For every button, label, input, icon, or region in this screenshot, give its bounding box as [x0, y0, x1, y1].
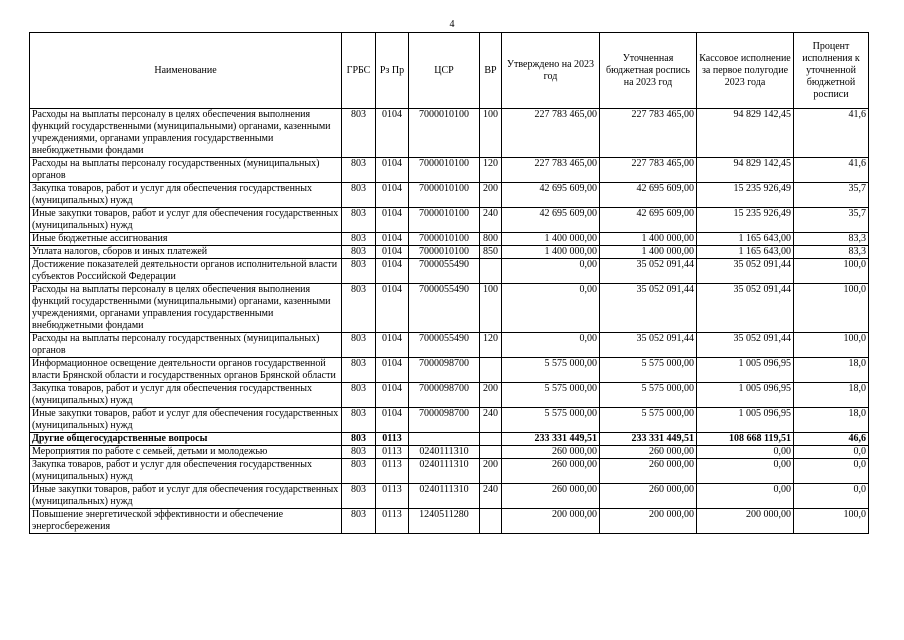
table-row — [30, 446, 869, 459]
cell-vr: 100 — [480, 109, 502, 158]
header-rz-pr: Рз Пр — [376, 33, 409, 109]
cell-name: Расходы на выплаты персоналу в целях обеспечения выполнения функций государственными (муниципальными) органами, казенными учреждениями, органами управления государственными внебюджетными фондами — [30, 284, 342, 333]
cell-rz-pr: 0104 — [376, 383, 409, 408]
cell-name: Закупка товаров, работ и услуг для обеспечения государственных (муниципальных) нужд — [30, 183, 342, 208]
budget-execution-table — [29, 32, 869, 534]
cell-name: Иные закупки товаров, работ и услуг для обеспечения государственных (муниципальных) нужд — [30, 408, 342, 433]
cell-approved: 42 695 609,00 — [502, 208, 600, 233]
cell-csr: 7000010100 — [409, 233, 480, 246]
page-number: 4 — [449, 19, 455, 30]
cell-approved: 1 400 000,00 — [502, 246, 600, 259]
table-row — [30, 509, 869, 534]
cell-executed: 0,00 — [697, 484, 794, 509]
cell-executed: 0,00 — [697, 459, 794, 484]
cell-rz-pr: 0104 — [376, 358, 409, 383]
cell-approved: 5 575 000,00 — [502, 383, 600, 408]
cell-csr: 1240511280 — [409, 509, 480, 534]
cell-name: Иные закупки товаров, работ и услуг для обеспечения государственных (муниципальных) нужд — [30, 208, 342, 233]
cell-revised: 1 400 000,00 — [600, 246, 697, 259]
cell-approved: 227 783 465,00 — [502, 109, 600, 158]
cell-vr: 120 — [480, 158, 502, 183]
cell-approved: 227 783 465,00 — [502, 158, 600, 183]
cell-csr: 0240111310 — [409, 446, 480, 459]
cell-executed: 1 165 643,00 — [697, 246, 794, 259]
cell-vr: 240 — [480, 208, 502, 233]
cell-name: Информационное освещение деятельности органов государственной власти Брянской области и государственных органов Брянской области — [30, 358, 342, 383]
cell-approved: 5 575 000,00 — [502, 358, 600, 383]
cell-grbs: 803 — [342, 433, 376, 446]
cell-revised: 200 000,00 — [600, 509, 697, 534]
cell-vr: 120 — [480, 333, 502, 358]
cell-percent: 100,0 — [794, 333, 869, 358]
header-percent: Процент исполнения к уточненной бюджетной росписи — [794, 33, 869, 109]
cell-executed: 108 668 119,51 — [697, 433, 794, 446]
cell-revised: 42 695 609,00 — [600, 183, 697, 208]
cell-executed: 1 165 643,00 — [697, 233, 794, 246]
cell-revised: 35 052 091,44 — [600, 259, 697, 284]
cell-grbs: 803 — [342, 158, 376, 183]
cell-name: Расходы на выплаты персоналу государственных (муниципальных) органов — [30, 158, 342, 183]
cell-revised: 1 400 000,00 — [600, 233, 697, 246]
cell-vr — [480, 358, 502, 383]
cell-grbs: 803 — [342, 484, 376, 509]
cell-grbs: 803 — [342, 183, 376, 208]
cell-vr: 850 — [480, 246, 502, 259]
cell-grbs: 803 — [342, 246, 376, 259]
cell-vr — [480, 433, 502, 446]
cell-name: Иные закупки товаров, работ и услуг для обеспечения государственных (муниципальных) нужд — [30, 484, 342, 509]
cell-vr — [480, 509, 502, 534]
cell-revised: 35 052 091,44 — [600, 333, 697, 358]
cell-vr: 200 — [480, 383, 502, 408]
cell-percent: 100,0 — [794, 284, 869, 333]
cell-name: Закупка товаров, работ и услуг для обеспечения государственных (муниципальных) нужд — [30, 459, 342, 484]
cell-grbs: 803 — [342, 233, 376, 246]
table-row — [30, 246, 869, 259]
cell-percent: 100,0 — [794, 509, 869, 534]
table-row — [30, 208, 869, 233]
cell-grbs: 803 — [342, 284, 376, 333]
cell-executed: 1 005 096,95 — [697, 383, 794, 408]
cell-percent: 35,7 — [794, 183, 869, 208]
cell-vr: 240 — [480, 484, 502, 509]
cell-approved: 5 575 000,00 — [502, 408, 600, 433]
cell-revised: 227 783 465,00 — [600, 158, 697, 183]
cell-executed: 0,00 — [697, 446, 794, 459]
cell-executed: 15 235 926,49 — [697, 183, 794, 208]
table-row — [30, 333, 869, 358]
cell-vr: 100 — [480, 284, 502, 333]
cell-csr: 0240111310 — [409, 459, 480, 484]
cell-vr: 800 — [480, 233, 502, 246]
cell-percent: 0,0 — [794, 484, 869, 509]
cell-executed: 200 000,00 — [697, 509, 794, 534]
cell-rz-pr: 0113 — [376, 509, 409, 534]
cell-revised: 260 000,00 — [600, 459, 697, 484]
cell-grbs: 803 — [342, 383, 376, 408]
cell-vr: 240 — [480, 408, 502, 433]
table-row — [30, 259, 869, 284]
table-row — [30, 233, 869, 246]
cell-name: Достижение показателей деятельности органов исполнительной власти субъектов Российской Федерации — [30, 259, 342, 284]
cell-approved: 260 000,00 — [502, 446, 600, 459]
cell-percent: 35,7 — [794, 208, 869, 233]
header-vr: ВР — [480, 33, 502, 109]
cell-grbs: 803 — [342, 408, 376, 433]
cell-approved: 1 400 000,00 — [502, 233, 600, 246]
cell-executed: 94 829 142,45 — [697, 109, 794, 158]
cell-csr: 7000098700 — [409, 408, 480, 433]
cell-rz-pr: 0104 — [376, 408, 409, 433]
cell-csr: 7000098700 — [409, 358, 480, 383]
cell-percent: 41,6 — [794, 109, 869, 158]
table-row — [30, 484, 869, 509]
cell-percent: 41,6 — [794, 158, 869, 183]
cell-percent: 83,3 — [794, 246, 869, 259]
table-row — [30, 109, 869, 158]
cell-revised: 5 575 000,00 — [600, 408, 697, 433]
cell-rz-pr: 0104 — [376, 284, 409, 333]
cell-name: Расходы на выплаты персоналу государственных (муниципальных) органов — [30, 333, 342, 358]
cell-executed: 35 052 091,44 — [697, 259, 794, 284]
table-row — [30, 183, 869, 208]
cell-name: Иные бюджетные ассигнования — [30, 233, 342, 246]
cell-executed: 1 005 096,95 — [697, 358, 794, 383]
cell-grbs: 803 — [342, 109, 376, 158]
cell-name: Уплата налогов, сборов и иных платежей — [30, 246, 342, 259]
cell-csr: 0240111310 — [409, 484, 480, 509]
cell-grbs: 803 — [342, 459, 376, 484]
cell-revised: 35 052 091,44 — [600, 284, 697, 333]
cell-approved: 42 695 609,00 — [502, 183, 600, 208]
cell-name: Расходы на выплаты персоналу в целях обеспечения выполнения функций государственными (муниципальными) органами, казенными учреждениями, органами управления государственными внебюджетными фондами — [30, 109, 342, 158]
table-header — [30, 33, 869, 109]
cell-rz-pr: 0104 — [376, 246, 409, 259]
cell-revised: 42 695 609,00 — [600, 208, 697, 233]
cell-csr: 7000010100 — [409, 109, 480, 158]
table-row — [30, 408, 869, 433]
header-executed: Кассовое исполнение за первое полугодие 2023 года — [697, 33, 794, 109]
cell-rz-pr: 0104 — [376, 233, 409, 246]
cell-csr: 7000055490 — [409, 259, 480, 284]
cell-executed: 15 235 926,49 — [697, 208, 794, 233]
table-row — [30, 358, 869, 383]
cell-csr: 7000010100 — [409, 183, 480, 208]
table-row — [30, 284, 869, 333]
cell-grbs: 803 — [342, 446, 376, 459]
cell-revised: 5 575 000,00 — [600, 358, 697, 383]
cell-revised: 227 783 465,00 — [600, 109, 697, 158]
cell-approved: 233 331 449,51 — [502, 433, 600, 446]
cell-rz-pr: 0113 — [376, 446, 409, 459]
cell-rz-pr: 0104 — [376, 208, 409, 233]
cell-percent: 0,0 — [794, 459, 869, 484]
cell-revised: 260 000,00 — [600, 446, 697, 459]
cell-grbs: 803 — [342, 358, 376, 383]
header-approved: Утверждено на 2023 год — [502, 33, 600, 109]
cell-grbs: 803 — [342, 208, 376, 233]
table-row — [30, 433, 869, 446]
cell-rz-pr: 0113 — [376, 433, 409, 446]
cell-rz-pr: 0104 — [376, 109, 409, 158]
table-row — [30, 158, 869, 183]
cell-vr — [480, 259, 502, 284]
cell-approved: 0,00 — [502, 333, 600, 358]
cell-revised: 260 000,00 — [600, 484, 697, 509]
cell-name: Повышение энергетической эффективности и обеспечение энергосбережения — [30, 509, 342, 534]
cell-executed: 94 829 142,45 — [697, 158, 794, 183]
cell-rz-pr: 0104 — [376, 259, 409, 284]
cell-rz-pr: 0113 — [376, 484, 409, 509]
header-name: Наименование — [30, 33, 342, 109]
cell-rz-pr: 0104 — [376, 183, 409, 208]
cell-approved: 200 000,00 — [502, 509, 600, 534]
cell-revised: 233 331 449,51 — [600, 433, 697, 446]
cell-rz-pr: 0104 — [376, 333, 409, 358]
header-csr: ЦСР — [409, 33, 480, 109]
cell-percent: 0,0 — [794, 446, 869, 459]
cell-percent: 18,0 — [794, 358, 869, 383]
cell-csr: 7000098700 — [409, 383, 480, 408]
cell-csr: 7000010100 — [409, 208, 480, 233]
cell-executed: 35 052 091,44 — [697, 284, 794, 333]
cell-csr: 7000055490 — [409, 333, 480, 358]
cell-csr: 7000055490 — [409, 284, 480, 333]
cell-approved: 0,00 — [502, 284, 600, 333]
cell-approved: 260 000,00 — [502, 459, 600, 484]
header-grbs: ГРБС — [342, 33, 376, 109]
cell-percent: 46,6 — [794, 433, 869, 446]
cell-percent: 83,3 — [794, 233, 869, 246]
cell-name: Другие общегосударственные вопросы — [30, 433, 342, 446]
cell-grbs: 803 — [342, 509, 376, 534]
cell-csr: 7000010100 — [409, 246, 480, 259]
cell-vr: 200 — [480, 183, 502, 208]
cell-rz-pr: 0113 — [376, 459, 409, 484]
table-row — [30, 459, 869, 484]
cell-vr — [480, 446, 502, 459]
header-revised: Уточненная бюджетная роспись на 2023 год — [600, 33, 697, 109]
cell-csr: 7000010100 — [409, 158, 480, 183]
cell-grbs: 803 — [342, 259, 376, 284]
cell-percent: 18,0 — [794, 408, 869, 433]
cell-approved: 0,00 — [502, 259, 600, 284]
cell-revised: 5 575 000,00 — [600, 383, 697, 408]
cell-approved: 260 000,00 — [502, 484, 600, 509]
cell-csr — [409, 433, 480, 446]
cell-percent: 100,0 — [794, 259, 869, 284]
table-body — [30, 109, 869, 534]
cell-percent: 18,0 — [794, 383, 869, 408]
cell-name: Закупка товаров, работ и услуг для обеспечения государственных (муниципальных) нужд — [30, 383, 342, 408]
table-row — [30, 383, 869, 408]
cell-executed: 35 052 091,44 — [697, 333, 794, 358]
cell-name: Мероприятия по работе с семьей, детьми и молодежью — [30, 446, 342, 459]
cell-rz-pr: 0104 — [376, 158, 409, 183]
cell-grbs: 803 — [342, 333, 376, 358]
cell-executed: 1 005 096,95 — [697, 408, 794, 433]
cell-vr: 200 — [480, 459, 502, 484]
